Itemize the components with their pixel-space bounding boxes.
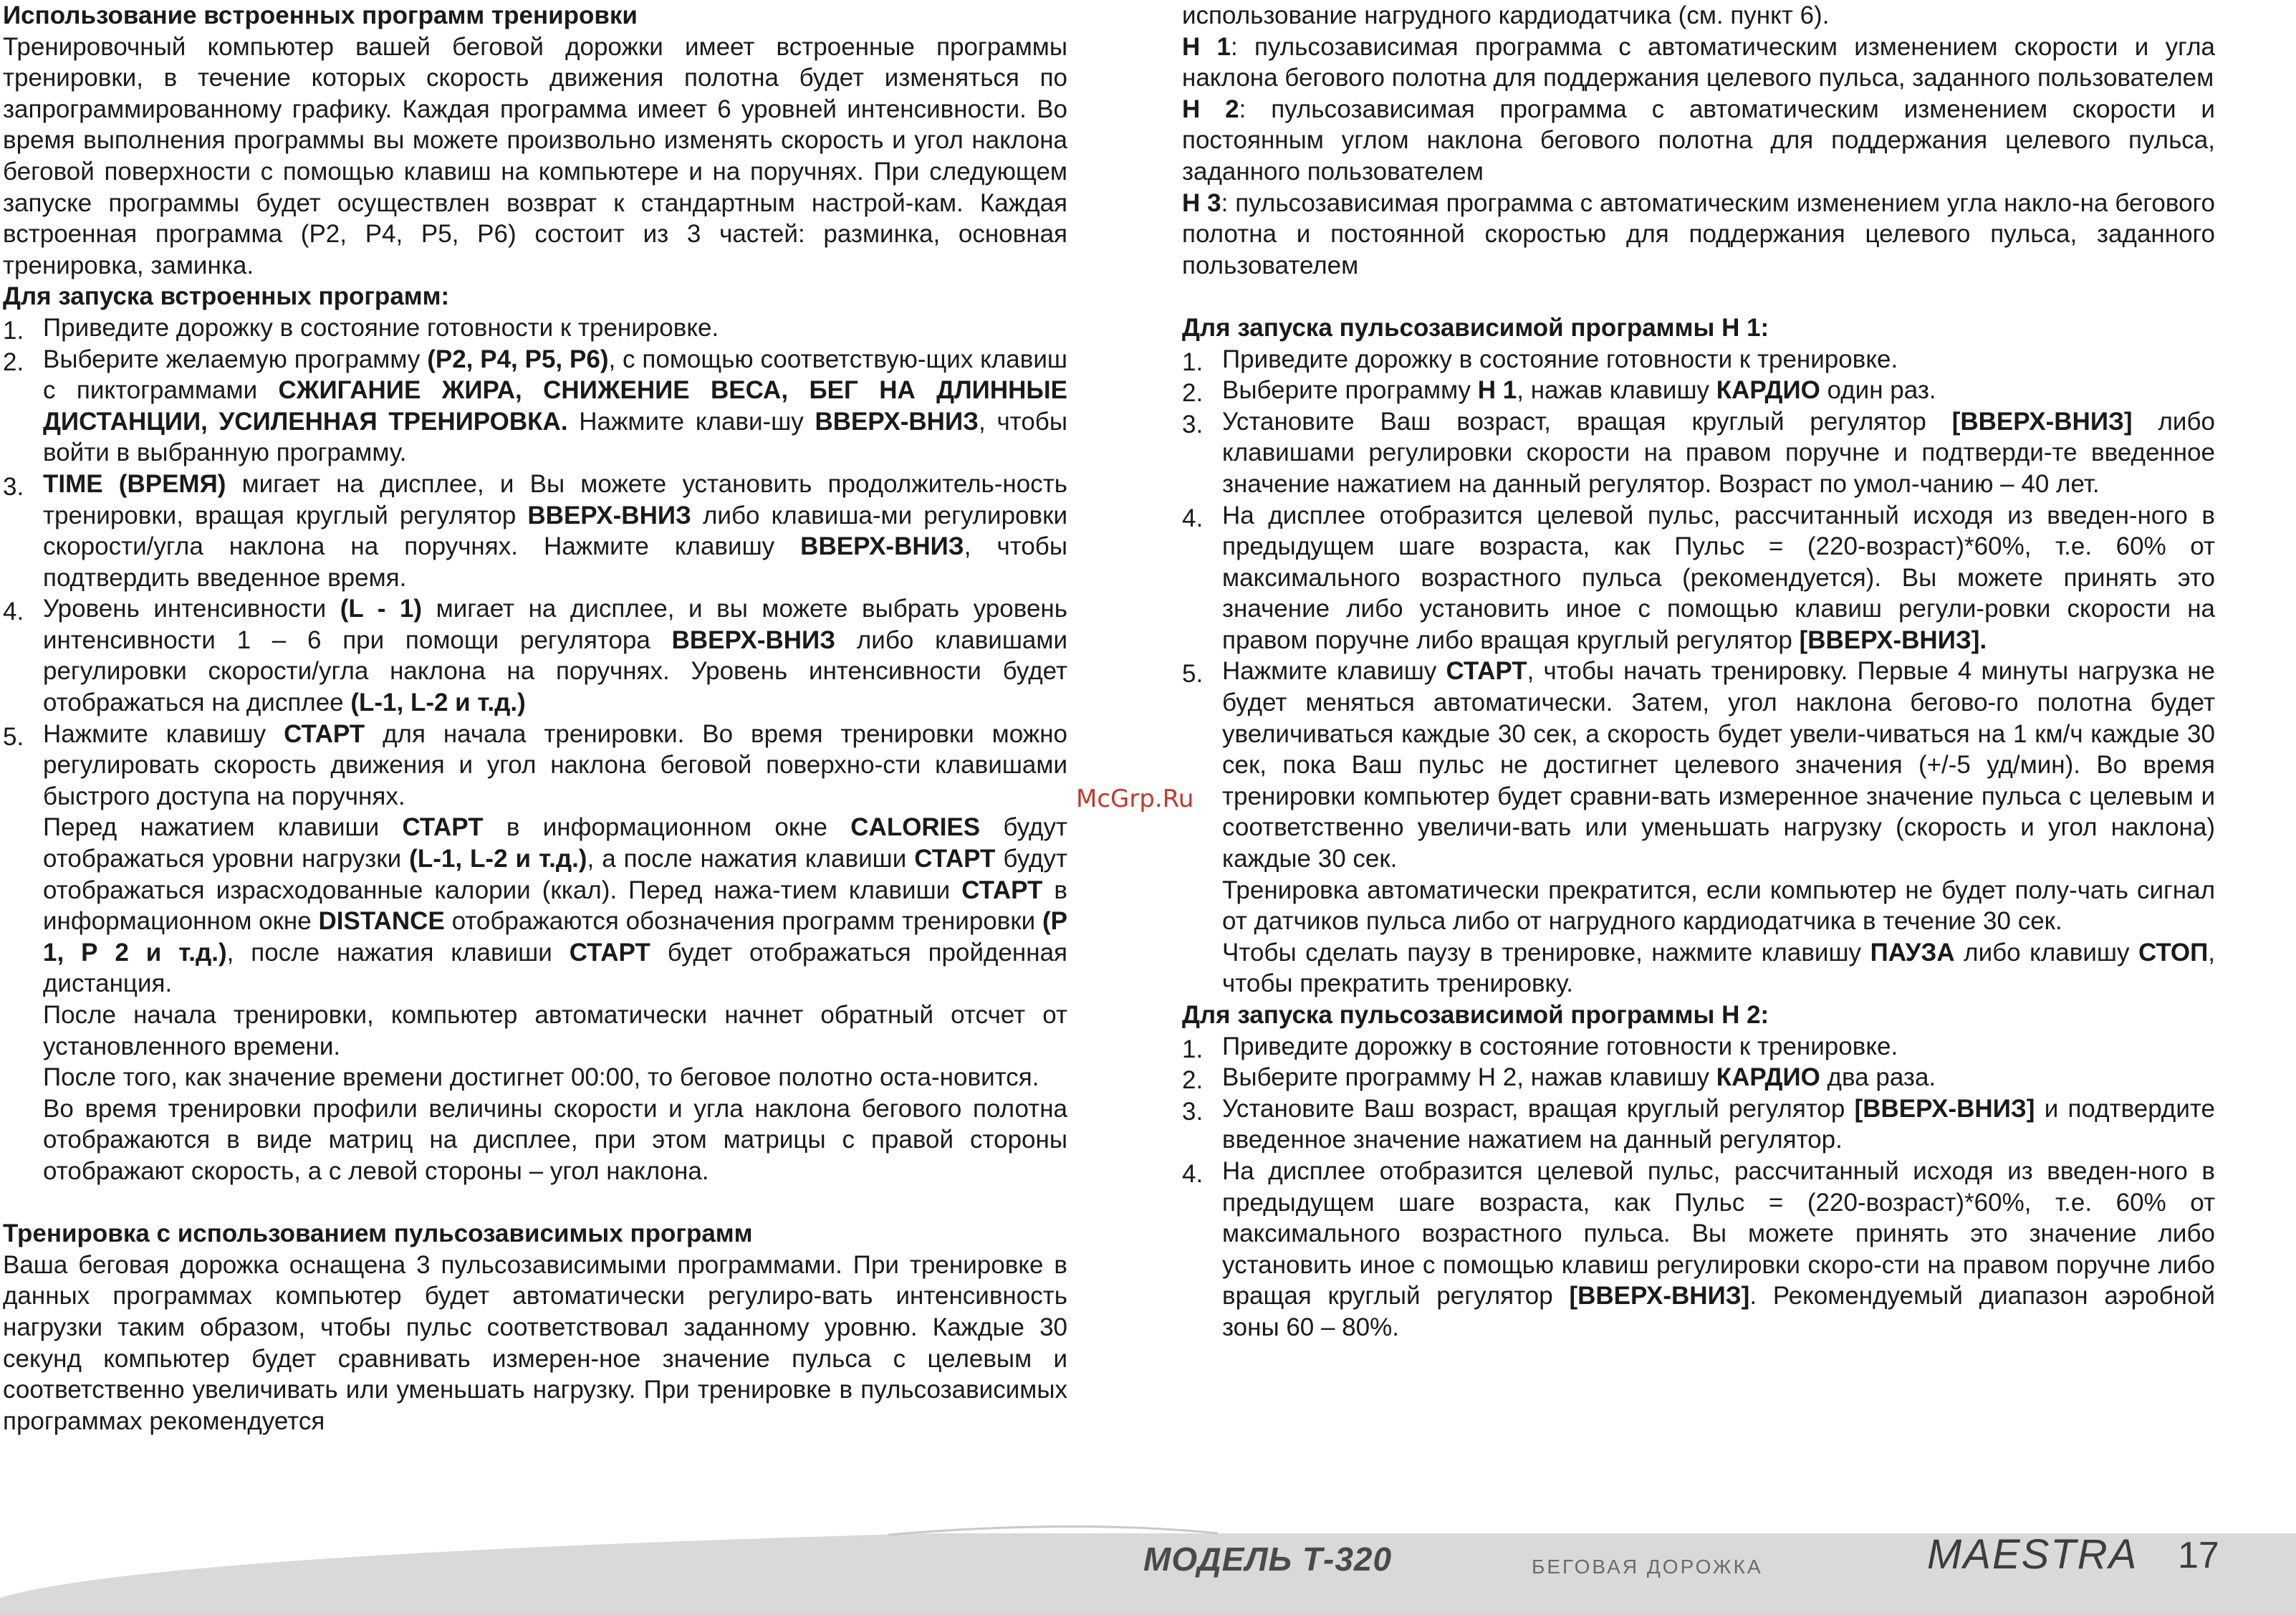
bold-term: [ВВЕРХ-ВНИЗ]. — [1799, 626, 1987, 654]
right-column — [1182, 0, 2215, 1343]
spacer — [1182, 281, 2215, 312]
list-item — [1182, 656, 2215, 874]
builtin-step5-details — [3, 812, 1067, 1187]
list-item — [1182, 500, 2215, 656]
list-item — [1182, 406, 2215, 500]
list-item — [3, 344, 1067, 469]
text-run: Нажмите клавишу — [43, 719, 284, 748]
bold-term: (L-1, L-2 и т.д.) — [409, 845, 587, 873]
heading-start-builtin: Для запуска встроенных программ: — [3, 282, 450, 311]
h1-steps-list — [1182, 344, 2215, 875]
footer-model-label: МОДЕЛЬ Т-320 — [1143, 1540, 1393, 1578]
text-run: Установите Ваш возраст, вращая круглый регулятор — [1222, 407, 1952, 436]
text-run: либо клавиша-ми регулировки скорости/угла наклона на поручнях. Нажмите клавишу — [43, 501, 1067, 561]
bold-term: СТАРТ — [402, 813, 484, 842]
list-number: 4. — [1182, 504, 1204, 532]
paragraph — [3, 1093, 1067, 1187]
text-run: , чтобы войти в выбранную программу. — [43, 407, 1067, 467]
text-run: в информационном окне — [483, 813, 851, 842]
text-run: мигает на дисплее, и Вы можете установить продолжитель-ность тренировки, вращая круглый регулятор — [43, 469, 1067, 529]
text-run: : пульсозависимая программа с автоматическим изменением скорости и постоянным углом наклона бегового полотна для поддержания целевого пульса, заданного пользователем — [1182, 95, 2215, 186]
list-number: 4. — [3, 598, 24, 626]
text-run: Чтобы сделать паузу в тренировке, нажмите клавишу — [1222, 938, 1870, 967]
list-item — [1182, 375, 2215, 406]
left-column — [3, 0, 1067, 1437]
list-number: 2. — [1182, 379, 1204, 408]
text-run: , после нажатия клавиши — [226, 938, 570, 967]
list-number: 2. — [3, 348, 24, 376]
paragraph — [3, 1000, 1067, 1062]
text-run: и подтвердите введенное значение нажатием на данный регулятор. — [1222, 1094, 2215, 1154]
bold-term: H 1 — [1182, 32, 1231, 61]
heading-hr-programs: Тренировка с использованием пульсозависимых программ — [3, 1219, 753, 1248]
text-run: Выберите программу — [1222, 376, 1478, 405]
list-item — [3, 469, 1067, 593]
heading-start-h2: Для запуска пульсозависимой программы H 2: — [1182, 1001, 1769, 1029]
builtin-steps-list — [3, 312, 1067, 813]
paragraph — [1182, 32, 2215, 94]
bold-term: H 1 — [1477, 376, 1517, 405]
bold-term: CALORIES — [850, 813, 981, 842]
text-run: либо клавишами регулировки скорости/угла наклона на поручнях. Уровень интенсивности будет отображаться на дисплее — [43, 626, 1068, 717]
paragraph — [1182, 937, 2215, 1000]
bold-term: (L - 1) — [340, 595, 423, 623]
text-run: , чтобы подтвердить введенное время. — [43, 532, 1067, 592]
heading-start-h1: Для запуска пульсозависимой программы H 1: — [1182, 313, 1769, 342]
list-item — [1182, 1062, 2215, 1093]
text-run: один раз. — [1820, 376, 1936, 405]
bold-term: ВВЕРХ-ВНИЗ — [800, 532, 964, 561]
bold-term: H 2 — [1182, 95, 1239, 123]
bold-term: СТАРТ — [284, 719, 365, 748]
bold-term: [ВВЕРХ-ВНИЗ] — [1951, 407, 2133, 436]
footer-brand-logo: MAESTRA — [1927, 1531, 2138, 1578]
spacer — [3, 1187, 1067, 1219]
list-number: 1. — [1182, 1035, 1204, 1063]
bold-term: [ВВЕРХ-ВНИЗ] — [1569, 1282, 1750, 1310]
list-item — [1182, 344, 2215, 375]
text-run: в информационном окне — [43, 876, 1067, 936]
list-number: 3. — [1182, 410, 1204, 439]
text-run: , нажав клавишу — [1517, 376, 1716, 405]
text-run: Во время тренировки профили величины скорости и угла наклона бегового полотна отображаются в виде матриц на дисплее, при этом матрицы с правой стороны отображают скорость, а с левой стороны – угол наклона. — [43, 1094, 1067, 1185]
text-run: Выберите желаемую программу — [43, 345, 428, 373]
text-run: На дисплее отобразится целевой пульс, рассчитанный исходя из введен-ного в предыдущем шаге возраста, как Пульс = (220-возраст)*60%, т.е. 60% от максимального возрастного пульса. Вы можете принять это значение либо установить иное с помощью клавиш регулировки скоро-сти на правом поручне либо вращая круглый регулятор — [1222, 1156, 2215, 1310]
list-number: 4. — [1182, 1159, 1204, 1188]
list-number: 2. — [1182, 1066, 1204, 1095]
list-number: 5. — [3, 722, 24, 751]
text-run: После начала тренировки, компьютер автоматически начнет обратный отсчет от установленного времени. — [43, 1001, 1067, 1060]
bold-term: (P2, P4, P5, P6) — [427, 345, 609, 373]
list-item — [1182, 1093, 2215, 1156]
bold-term: СТАРТ — [1446, 657, 1527, 686]
list-number: 1. — [1182, 348, 1204, 376]
list-item — [3, 593, 1067, 718]
text-run: либо клавишу — [1954, 938, 2138, 967]
list-item — [3, 312, 1067, 344]
text-run: два раза. — [1820, 1063, 1936, 1092]
continued-text: использование нагрудного кардиодатчика (см. пункт 6). — [1182, 1, 1830, 29]
text-run: . Рекомендуемый диапазон аэробной зоны 60 – 80%. — [1222, 1282, 2215, 1341]
text-run: будут отображаться уровни нагрузки — [43, 813, 1067, 873]
bold-term: СТАРТ — [914, 845, 996, 873]
text-run: Выберите программу H 2, нажав клавишу — [1222, 1063, 1716, 1092]
text-run: отображаются обозначения программ тренировки — [444, 907, 1043, 936]
intro-paragraph: Тренировочный компьютер вашей беговой дорожки имеет встроенные программы тренировки, в течение которых скорость движения полотна будет изменяться по запрограммированному графику. Каждая программа имеет 6 уровней интенсивности. Во время выполнения программы вы можете произвольно изменять скорость и угол наклона беговой поверхности с помощью клавиш на компьютере и на поручнях. При следующем запуске программы будет осуществлен возврат к стандартным настрой-кам. Каждая встроенная программа (P2, P4, P5, P6) состоит из 3 частей: разминка, основная тренировка, заминка. — [3, 32, 1067, 279]
text-run: После того, как значение времени достигнет 00:00, то беговое полотно оста-новится. — [43, 1063, 1039, 1092]
text-run: Установите Ваш возраст, вращая круглый регулятор — [1222, 1094, 1855, 1123]
paragraph — [1182, 875, 2215, 937]
paragraph — [1182, 188, 2215, 282]
paragraph — [3, 1062, 1067, 1093]
list-item — [1182, 1156, 2215, 1343]
text-run: , чтобы прекратить тренировку. — [1222, 938, 2215, 998]
list-number: 5. — [1182, 660, 1204, 689]
text-run: , а после нажатия клавиши — [587, 845, 915, 873]
text-run: Приведите дорожку в состояние готовности к тренировке. — [1222, 1032, 1898, 1060]
bold-term: (L-1, L-2 и т.д.) — [350, 689, 526, 717]
text-run: для начала тренировки. Во время тренировки можно регулировать скорость движения и угол наклона беговой поверхно-сти клавишами быстрого доступа на поручнях. — [43, 719, 1067, 810]
text-run: : пульсозависимая программа с автоматическим изменением скорости и угла наклона бегового полотна для поддержания целевого пульса, заданного пользователем — [1182, 32, 2215, 92]
bold-term: TIME (ВРЕМЯ) — [43, 469, 226, 498]
h2-steps-list — [1182, 1031, 2215, 1343]
bold-term: DISTANCE — [318, 907, 445, 936]
watermark-text: McGrp.Ru — [1076, 785, 1194, 813]
text-run: Нажмите клави-шу — [567, 407, 815, 436]
bold-term: ПАУЗА — [1870, 938, 1955, 967]
text-run: мигает на дисплее, и вы можете выбрать уровень интенсивности 1 – 6 при помощи регулятора — [43, 595, 1067, 654]
text-run: Нажмите клавишу — [1222, 657, 1446, 686]
page-number: 17 — [2178, 1535, 2219, 1576]
text-run: , чтобы начать тренировку. Первые 4 минуты нагрузка не будет меняться автоматически. Затем, угол наклона бегово-го полотна будет увеличиваться каждые 30 сек, а скорость будет увели-чиваться на 1 км/ч каждые 30 сек, пока Ваш пульс не достигнет целевого значения (+/-5 уд/мин). Во время тренировки компьютер будет сравни-вать измеренное значение пульса с целевым и соответственно увеличи-вать или уменьшать нагрузку (скорость и угол наклона) каждые 30 сек. — [1222, 657, 2215, 873]
text-run: Тренировка автоматически прекратится, если компьютер не будет полу-чать сигнал от датчиков пульса либо от нагрудного кардиодатчика в течение 30 сек. — [1222, 876, 2215, 936]
bold-term: СТАРТ — [569, 938, 650, 967]
list-number: 3. — [3, 472, 24, 501]
list-item — [1182, 1031, 2215, 1063]
text-run: , с помощью соответствую-щих клавиш с пиктограммами — [43, 345, 1068, 405]
hr-intro-paragraph: Ваша беговая дорожка оснащена 3 пульсозависимыми программами. При тренировке в данных программах компьютер будет автоматически регулиро-вать интенсивность нагрузки таким образом, чтобы пульс соответствовал заданному уровню. Каждые 30 секунд компьютер будет сравнивать измерен-ное значение пульса с целевым и соответственно увеличивать или уменьшать нагрузку. При тренировке в пульсозависимых программах рекомендуется — [3, 1250, 1067, 1435]
hr-program-descriptions — [1182, 32, 2215, 282]
heading-builtin-programs: Использование встроенных программ тренировки — [3, 1, 638, 29]
list-number: 3. — [1182, 1097, 1204, 1126]
text-run: будут отображаться израсходованные калории (ккал). Перед нажа-тием клавиши — [43, 845, 1067, 904]
bold-term: ВВЕРХ-ВНИЗ — [671, 626, 836, 654]
text-run: Приведите дорожку в состояние готовности к тренировке. — [1222, 345, 1898, 373]
bold-term: ВВЕРХ-ВНИЗ — [527, 501, 691, 529]
bold-term: КАРДИО — [1716, 1063, 1820, 1092]
text-run: будет отображаться пройденная дистанция. — [43, 938, 1067, 998]
text-run: Уровень интенсивности — [43, 595, 340, 623]
text-run: Перед нажатием клавиши — [43, 813, 403, 842]
bold-term: (Р 1, Р 2 и т.д.) — [43, 907, 1068, 967]
footer-product-label: БЕГОВАЯ ДОРОЖКА — [1532, 1556, 1763, 1578]
paragraph — [3, 812, 1067, 1000]
bold-term: [ВВЕРХ-ВНИЗ] — [1854, 1094, 2035, 1123]
text-run: На дисплее отобразится целевой пульс, рассчитанный исходя из введен-ного в предыдущем шаге возраста, как Пульс = (220-возраст)*60%, т.е. 60% от максимального возрастного пульса (рекомендуется). Вы можете принять это значение либо установить иное с помощью клавиш регули-ровки скорости на правом поручне либо вращая круглый регулятор — [1222, 501, 2215, 654]
bold-term: СЖИГАНИЕ ЖИРА, СНИЖЕНИЕ ВЕСА, БЕГ НА ДЛИННЫЕ ДИСТАНЦИИ, УСИЛЕННАЯ ТРЕНИРОВКА. — [43, 376, 1067, 436]
text-run: либо клавишами регулировки скорости на правом поручне и подтверди-те введенное значение нажатием на данный регулятор. Возраст по умол-чанию – 40 лет. — [1222, 407, 2215, 498]
h1-step5-details — [1182, 875, 2215, 1000]
list-number: 1. — [3, 316, 24, 345]
bold-term: H 3 — [1182, 188, 1221, 217]
paragraph — [1182, 94, 2215, 188]
list-item — [3, 719, 1067, 813]
bold-term: СТАРТ — [961, 876, 1043, 904]
bold-term: КАРДИО — [1716, 376, 1820, 405]
text-run: : пульсозависимая программа с автоматическим изменением угла накло-на бегового полотна и постоянной скоростью для поддержания целевого пульса, заданного пользователем — [1182, 188, 2215, 279]
text-run: Приведите дорожку в состояние готовности к тренировке. — [43, 313, 719, 342]
bold-term: СТОП — [2138, 938, 2209, 967]
bold-term: ВВЕРХ-ВНИЗ — [815, 407, 979, 436]
